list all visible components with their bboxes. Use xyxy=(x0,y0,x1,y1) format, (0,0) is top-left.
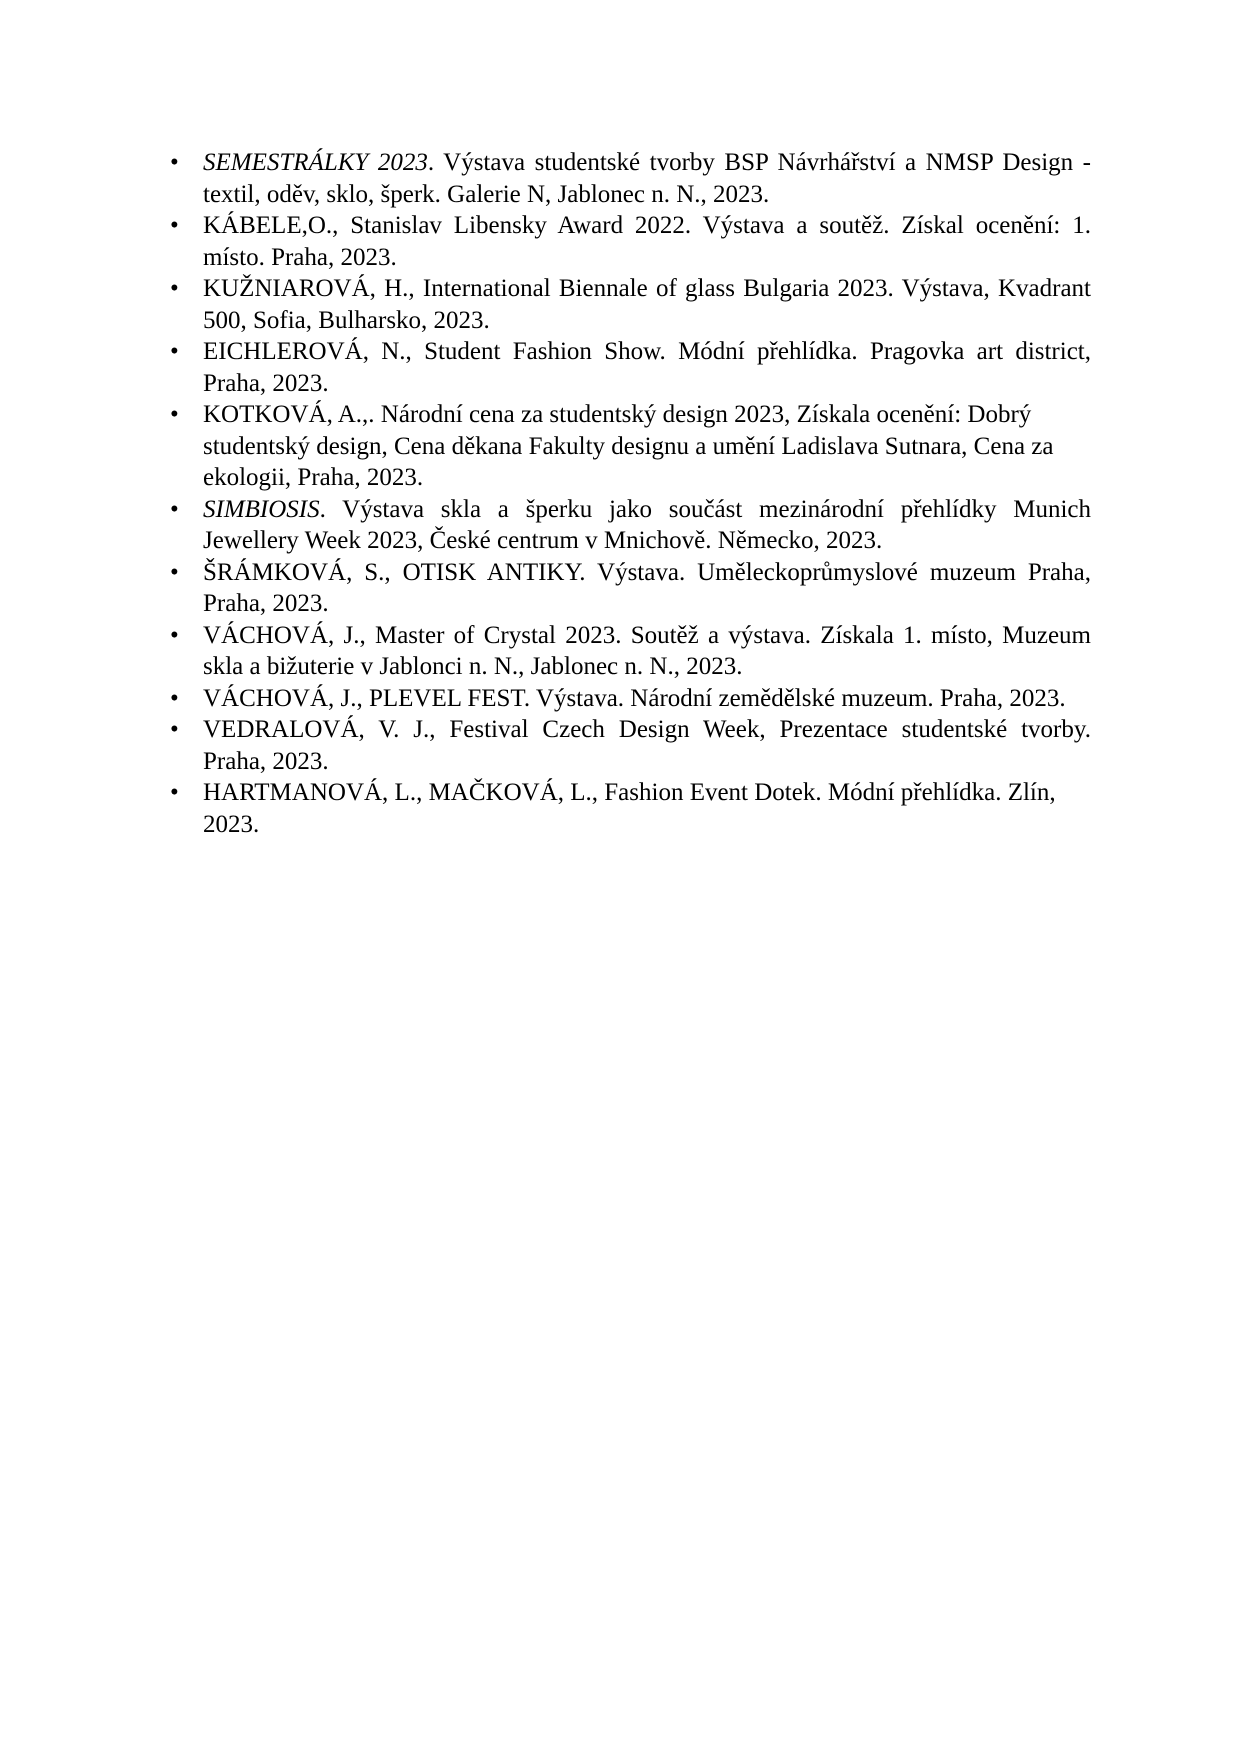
item-text-italic: SIMBIOSIS xyxy=(203,495,320,523)
item-text: VEDRALOVÁ, V. J., Festival Czech Design Week, Prezentace studentské tvorby. Praha, 2023. xyxy=(203,716,1091,775)
bullet-icon: • xyxy=(170,621,179,649)
list-item xyxy=(170,399,1091,494)
bullet-icon: • xyxy=(170,401,179,428)
item-text: ŠRÁMKOVÁ, S., OTISK ANTIKY. Výstava. Uměleckoprůmyslové muzeum Praha, Praha, 2023. xyxy=(203,558,1091,617)
item-text: . Výstava studentské tvorby BSP Návrhářství a NMSP Design - textil, oděv, sklo, šperk. Galerie N, Jablonec n. N., 2023. xyxy=(203,149,1092,208)
bullet-icon: • xyxy=(170,558,179,586)
list-item xyxy=(170,273,1091,336)
list-item xyxy=(170,620,1091,683)
list-item xyxy=(170,147,1092,210)
list-item xyxy=(170,714,1091,777)
bullet-icon: • xyxy=(170,495,179,523)
item-text: KÁBELE,O., Stanislav Libensky Award 2022. Výstava a soutěž. Získal ocenění: 1. místo. Praha, 2023. xyxy=(203,212,1091,271)
item-text: VÁCHOVÁ, J., Master of Crystal 2023. Soutěž a výstava. Získala 1. místo, Muzeum skla a bižuterie v Jablonci n. N., Jablonec n. N., 2023. xyxy=(203,621,1091,680)
bullet-icon: • xyxy=(170,212,179,239)
list-item xyxy=(170,494,1091,557)
bullet-icon: • xyxy=(170,779,179,806)
item-text: EICHLEROVÁ, N., Student Fashion Show. Módní přehlídka. Pragovka art district, Praha, 2023. xyxy=(203,338,1091,397)
item-text: . Výstava skla a šperku jako součást mezinárodní přehlídky Munich Jewellery Week 2023, České centrum v Mnichově. Německo, 2023. xyxy=(203,495,1091,554)
list-item xyxy=(170,210,1091,273)
bullet-icon: • xyxy=(170,338,179,365)
bullet-icon: • xyxy=(170,149,179,176)
list-item xyxy=(170,336,1091,399)
item-text: KUŽNIAROVÁ, H., International Biennale of glass Bulgaria 2023. Výstava, Kvadrant 500, Sofia, Bulharsko, 2023. xyxy=(203,275,1091,334)
list-item xyxy=(170,777,1091,840)
bullet-icon: • xyxy=(170,716,179,743)
publications-list xyxy=(170,147,1092,840)
item-text: VÁCHOVÁ, J., PLEVEL FEST. Výstava. Národní zemědělské muzeum. Praha, 2023. xyxy=(203,684,1066,712)
item-text: HARTMANOVÁ, L., MAČKOVÁ, L., Fashion Event Dotek. Módní přehlídka. Zlín, 2023. xyxy=(203,779,1056,838)
bullet-icon: • xyxy=(170,275,179,302)
item-text-italic: SEMESTRÁLKY 2023 xyxy=(203,149,428,176)
list-item xyxy=(170,557,1091,620)
bullet-icon: • xyxy=(170,684,179,712)
list-item xyxy=(170,683,1091,715)
item-text: KOTKOVÁ, A.,. Národní cena za studentský design 2023, Získala ocenění: Dobrý studentský design, Cena děkana Fakulty designu a umění Ladislava Sutnara, Cena za ekologii, Praha, 2023. xyxy=(203,401,1054,491)
